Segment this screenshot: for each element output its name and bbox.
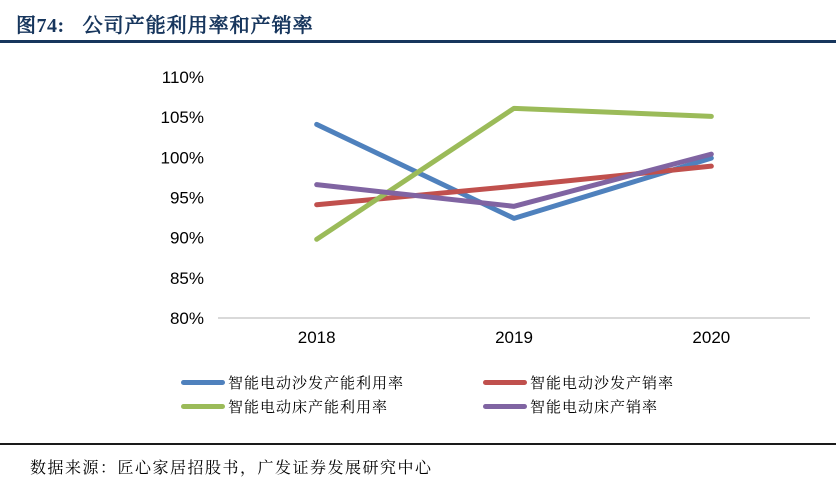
legend-label: 智能电动沙发产能利用率 [228,376,405,392]
x-axis-tick-label: 2018 [297,328,336,347]
x-axis-tick-label: 2020 [692,328,731,347]
legend-item [181,398,483,415]
legend-line-swatch [181,404,225,409]
chart-legend [181,374,674,415]
x-axis-tick-label: 2019 [495,328,533,347]
data-source-note: 数据来源：匠心家居招股书，广发证券发展研究中心 [30,460,433,477]
y-axis-tick-label: 100% [160,148,204,168]
legend-line-swatch [483,380,527,385]
legend-line-swatch [483,404,527,409]
y-axis-tick-label: 95% [169,188,204,208]
y-axis-tick-label: 90% [169,228,204,248]
legend-line-swatch [181,380,225,385]
figure-header [0,0,836,43]
y-axis-tick-label: 80% [169,309,204,328]
y-axis-tick-label: 110% [161,68,204,87]
legend-item [483,398,674,415]
y-axis-tick-label: 85% [169,268,204,288]
legend-item [181,374,483,391]
legend-item [483,374,674,391]
legend-label: 智能电动沙发产销率 [530,376,675,392]
y-axis-tick-label: 105% [160,108,204,128]
footer-divider [0,443,836,445]
line-chart [0,56,836,360]
legend-label: 智能电动床产销率 [530,400,659,416]
legend-label: 智能电动床产能利用率 [228,400,389,416]
figure-title: 公司产能利用率和产销率 [82,15,314,37]
figure-number: 图74: [16,15,65,37]
